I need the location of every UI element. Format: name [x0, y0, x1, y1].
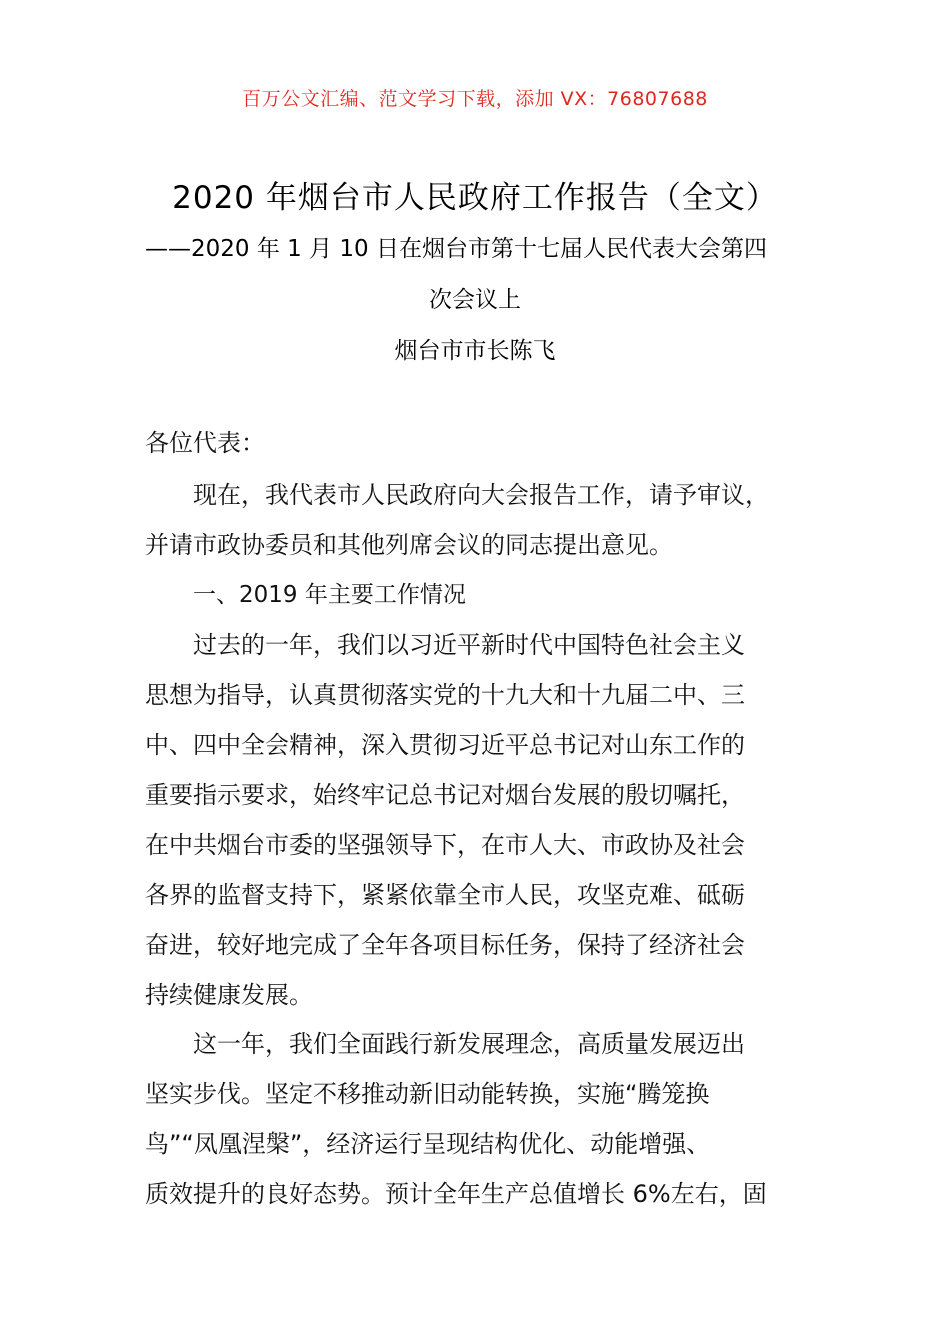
section-heading-1: 一、2019 年主要工作情况: [193, 582, 466, 608]
paragraph-line: 过去的一年，我们以习近平新时代中国特色社会主义: [193, 631, 745, 659]
paragraph-line: 奋进，较好地完成了全年各项目标任务，保持了经济社会: [145, 931, 745, 959]
header-note: 百万公文汇编、范文学习下载，添加 VX：76807688: [242, 88, 708, 110]
paragraph-line: 在中共烟台市委的坚强领导下，在市人大、市政协及社会: [145, 831, 745, 859]
paragraph-line: 思想为指导，认真贯彻落实党的十九大和十九届二中、三: [145, 681, 745, 709]
subtitle-line-2: 次会议上: [429, 287, 521, 313]
paragraph-line: 持续健康发展。: [145, 981, 313, 1009]
paragraph-3: [145, 1019, 815, 1219]
paragraph-line: 鸟”“凤凰涅槃”，经济运行呈现结构优化、动能增强、: [145, 1130, 711, 1158]
document-title: 2020 年烟台市人民政府工作报告（全文）: [172, 180, 778, 216]
author-line: 烟台市市长陈飞: [394, 338, 556, 364]
subtitle-line-1: ——2020 年 1 月 10 日在烟台市第十七届人民代表大会第四: [145, 236, 767, 262]
paragraph-1: [145, 470, 815, 570]
paragraph-2: [145, 620, 815, 1020]
salutation: [145, 418, 815, 468]
paragraph-line: 中、四中全会精神，深入贯彻习近平总书记对山东工作的: [145, 731, 745, 759]
paragraph-line: 质效提升的良好态势。预计全年生产总值增长 6%左右，固: [145, 1180, 767, 1208]
paragraph-line: 坚实步伐。坚定不移推动新旧动能转换，实施“腾笼换: [145, 1080, 710, 1108]
paragraph-line: 这一年，我们全面践行新发展理念，高质量发展迈出: [193, 1030, 745, 1058]
paragraph-line: 各界的监督支持下，紧紧依靠全市人民，攻坚克难、砥砺: [145, 881, 745, 909]
paragraph-line: 并请市政协委员和其他列席会议的同志提出意见。: [145, 531, 673, 559]
paragraph-line: 重要指示要求，始终牢记总书记对烟台发展的殷切嘱托，: [145, 781, 745, 809]
salutation-text: 各位代表：: [145, 429, 265, 457]
paragraph-line: 现在，我代表市人民政府向大会报告工作，请予审议，: [193, 481, 769, 509]
